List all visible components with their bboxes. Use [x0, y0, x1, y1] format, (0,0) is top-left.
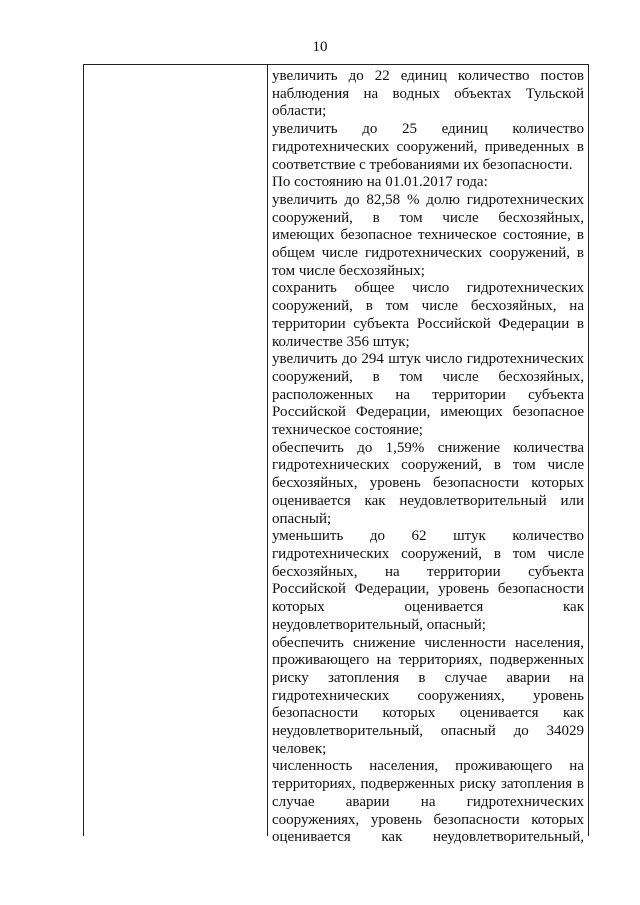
paragraph-safe-count: увеличить до 294 штук число гидротехнических сооружений, в том числе бесхозяйных, расположенных на территории субъекта Российской Федерации, имеющих безопасное техническое состояние; [272, 351, 584, 439]
document-table [83, 64, 589, 846]
paragraph-posts: увеличить до 22 единиц количество постов наблюдения на водных объектах Тульской области; [272, 68, 584, 120]
paragraph-share-safe: увеличить до 82,58 % долю гидротехнических сооружений, в том числе бесхозяйных, имеющих безопасное техническое состояние, в общем числе гидротехнических сооружений, в том числе бесхозяйных; [272, 191, 584, 279]
paragraph-hydro-compliance: увеличить до 25 единиц количество гидротехнических сооружений, приведенных в соответствие с требованиями их безопасности. [272, 121, 584, 173]
paragraph-reduction-percent: обеспечить до 1,59% снижение количества гидротехнических сооружений, в том числе бесхозяйных, уровень безопасности которых оценивается как неудовлетворительный или опасный; [272, 439, 584, 527]
paragraph-date-heading: По состоянию на 01.01.2017 года: [272, 174, 488, 191]
table-left-column [84, 65, 268, 836]
table-right-column [268, 65, 588, 846]
paragraph-total-count: сохранить общее число гидротехнических сооружений, в том числе бесхозяйных, на территории субъекта Российской Федерации в количестве 356 штук; [272, 280, 584, 350]
paragraph-population-reduction: обеспечить снижение численности населения, проживающего на территориях, подверженных риску затопления в случае аварии на гидротехнических сооружениях, уровень безопасности которых оценивается как неудовлетворительный, опасный до 34029 человек; [272, 634, 584, 757]
paragraph-population-risk: численность населения, проживающего на территориях, подверженных риску затопления в случае аварии на гидротехнических сооружениях, уровень безопасности которых оценивается как неудовлетворительный, [272, 758, 584, 846]
page-number: 10 [312, 39, 328, 55]
paragraph-reduce-count: уменьшить до 62 штук количество гидротехнических сооружений, в том числе бесхозяйных, на территории субъекта Российской Федерации, уровень безопасности которых оценивается как неудовлетворительный, опасный; [272, 528, 584, 633]
